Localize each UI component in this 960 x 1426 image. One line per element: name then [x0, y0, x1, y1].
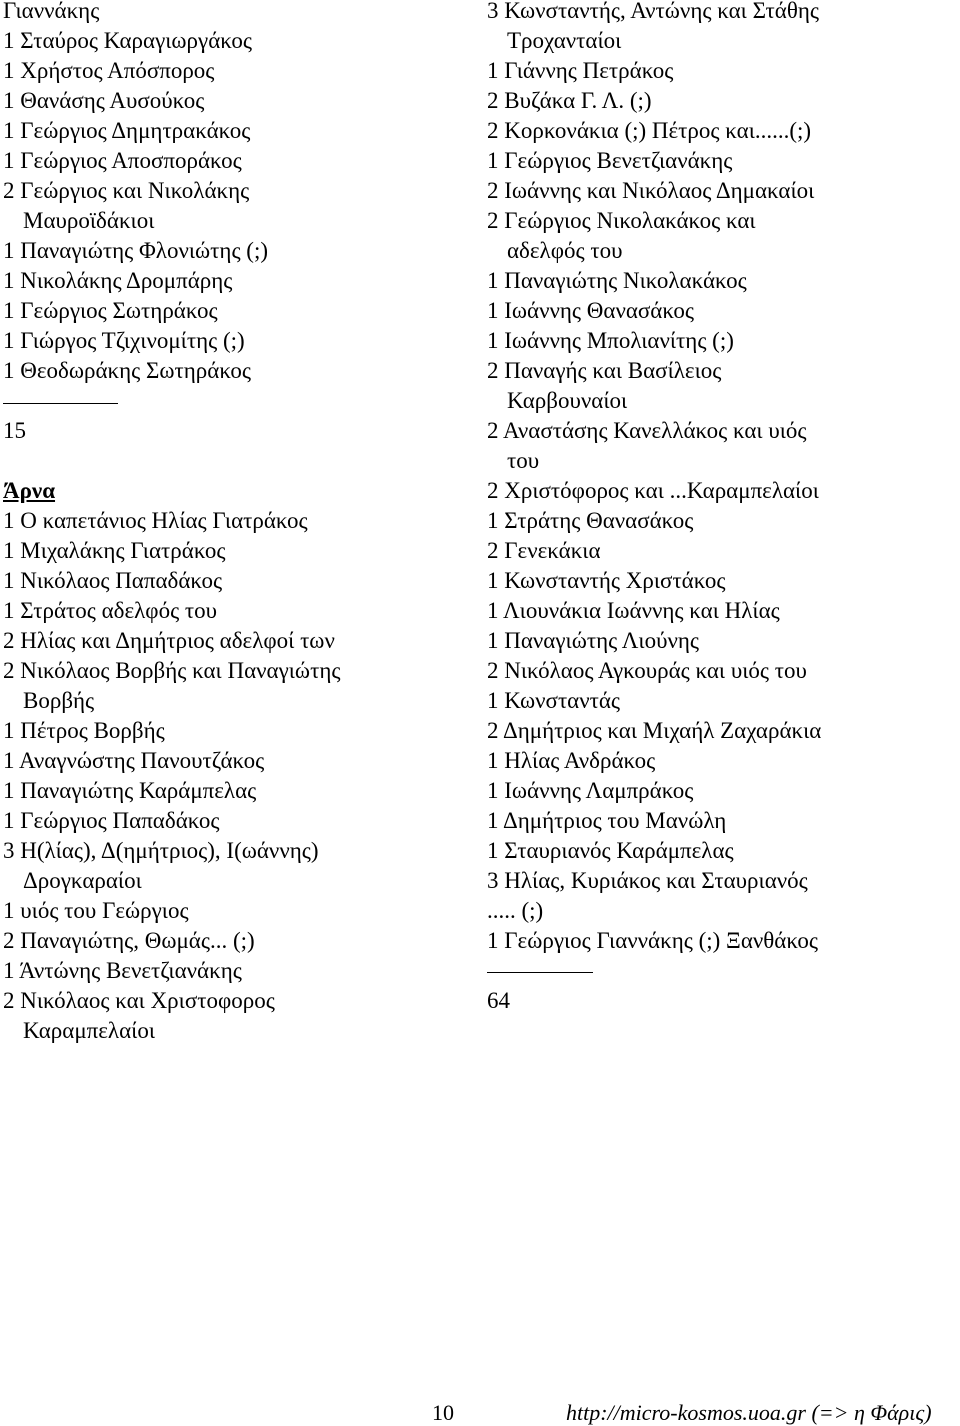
- list-item: 1 Γεώργιος Παπαδάκος: [3, 808, 220, 833]
- list-item: 1 Παναγιώτης Λιούνης: [487, 628, 699, 653]
- list-item: 1 Ιωάννης Λαμπράκος: [487, 778, 694, 803]
- list-item: 1 Θεοδωράκης Σωτηράκος: [3, 358, 252, 383]
- list-item: 2 Κορκονάκια (;) Πέτρος και......(;): [487, 118, 812, 143]
- list-item: 1 Αναγνώστης Πανουτζάκος: [3, 748, 265, 773]
- list-item: 1 Κωνσταντάς: [487, 688, 621, 713]
- list-item: 1 Γιάννης Πετράκος: [487, 58, 674, 83]
- list-item: 2 Νικόλαος Αγκουράς και υιός του: [487, 658, 807, 683]
- page-number: 10: [432, 1400, 454, 1425]
- list-item: 1 Χρήστος Απόσπορος: [3, 58, 215, 83]
- list-item: 2 Γεώργιος και Νικολάκης: [3, 178, 250, 203]
- list-item: 2 Παναγής και Βασίλειος: [487, 358, 722, 383]
- list-item: 1 Γεώργιος Αποσποράκος: [3, 148, 242, 173]
- list-item: 2 Παναγιώτης, Θωμάς... (;): [3, 928, 255, 953]
- list-item: 1 Γεώργιος Σωτηράκος: [3, 298, 218, 323]
- list-item: 1 Λιουνάκια Ιωάννης και Ηλίας: [487, 598, 780, 623]
- list-item-continuation: Μαυροϊδάκιοι: [23, 208, 155, 233]
- list-item: Γιαννάκης: [3, 0, 100, 23]
- list-item: 3 Η(λίας), Δ(ημήτριος), Ι(ωάννης): [3, 838, 319, 863]
- list-item-continuation: Βορβής: [23, 688, 95, 713]
- list-item: 2 Γεώργιος Νικολακάκος και: [487, 208, 756, 233]
- list-item: 1 Δημήτριος του Μανώλη: [487, 808, 727, 833]
- list-item: 1 Ο καπετάνιος Ηλίας Γιατράκος: [3, 508, 308, 533]
- left-entry-list-1: [3, 0, 473, 386]
- left-column: [3, 0, 473, 1046]
- list-item: 2 Χριστόφορος και ...Καραμπελαίοι: [487, 478, 819, 503]
- list-item-continuation: του: [507, 448, 540, 473]
- subtotal-value: 15: [3, 418, 26, 443]
- right-column: [487, 0, 957, 1016]
- list-item-continuation: Καρβουναίοι: [507, 388, 628, 413]
- list-item: 2 Αναστάσης Κανελλάκος και υιός: [487, 418, 807, 443]
- list-item: ..... (;): [487, 898, 544, 923]
- list-item: 1 Παναγιώτης Καράμπελας: [3, 778, 257, 803]
- list-item: 1 Άντώνης Βενετζιανάκης: [3, 958, 242, 983]
- list-item-continuation: Καραμπελαίοι: [23, 1018, 156, 1043]
- list-item: 1 Νικολάκης Δρομπάρης: [3, 268, 233, 293]
- list-item: 3 Ηλίας, Κυριάκος και Σταυριανός: [487, 868, 808, 893]
- list-item: 1 Σταυριανός Καράμπελας: [487, 838, 734, 863]
- list-item: 1 Μιχαλάκης Γιατράκος: [3, 538, 226, 563]
- total-value: 64: [487, 988, 510, 1013]
- list-item: 1 Σταύρος Καραγιωργάκος: [3, 28, 252, 53]
- list-item: 1 Παναγιώτης Φλονιώτης (;): [3, 238, 269, 263]
- list-item-continuation: Τροχανταίοι: [507, 28, 622, 53]
- list-item: 1 Παναγιώτης Νικολακάκος: [487, 268, 747, 293]
- subtotal-rule: [3, 386, 473, 416]
- list-item: 1 Γεώργιος Γιαννάκης (;) Ξανθάκος: [487, 928, 819, 953]
- list-item: 1 Ηλίας Ανδράκος: [487, 748, 656, 773]
- list-item: 1 υιός του Γεώργιος: [3, 898, 189, 923]
- list-item: 1 Ιωάννης Θανασάκος: [487, 298, 695, 323]
- list-item: 2 Βυζάκα Γ. Λ. (;): [487, 88, 652, 113]
- list-item: 3 Κωνσταντής, Αντώνης και Στάθης: [487, 0, 820, 23]
- total-rule: [487, 956, 957, 986]
- footer-url-link[interactable]: http://micro-kosmos.uoa.gr (=> η Φάρις): [566, 1400, 932, 1425]
- list-item: 2 Ηλίας και Δημήτριος αδελφοί των: [3, 628, 335, 653]
- list-item: 1 Κωνσταντής Χριστάκος: [487, 568, 726, 593]
- list-item: 2 Ιωάννης και Νικόλαος Δημακαίοι: [487, 178, 815, 203]
- list-item: 1 Γεώργιος Βενετζιανάκης: [487, 148, 733, 173]
- list-item: 1 Στράτος αδελφός του: [3, 598, 218, 623]
- list-item: 1 Ιωάννης Μπολιανίτης (;): [487, 328, 734, 353]
- list-item-continuation: Δρογκαραίοι: [23, 868, 142, 893]
- list-item: 1 Γιώργος Τζιχινομίτης (;): [3, 328, 245, 353]
- section-heading: Άρνα: [3, 478, 56, 503]
- list-item: 1 Γεώργιος Δημητρακάκος: [3, 118, 251, 143]
- right-entry-list: [487, 0, 957, 956]
- list-item-continuation: αδελφός του: [507, 238, 623, 263]
- list-item: 2 Νικόλαος και Χριστοφορος: [3, 988, 275, 1013]
- list-item: 2 Δημήτριος και Μιχαήλ Ζαχαράκια: [487, 718, 822, 743]
- list-item: 2 Νικόλαος Βορβής και Παναγιώτης: [3, 658, 341, 683]
- list-item: 1 Πέτρος Βορβής: [3, 718, 165, 743]
- list-item: 1 Νικόλαος Παπαδάκος: [3, 568, 223, 593]
- list-item: 1 Θανάσης Αυσούκος: [3, 88, 205, 113]
- list-item: 1 Στράτης Θανασάκος: [487, 508, 694, 533]
- list-item: 2 Γενεκάκια: [487, 538, 601, 563]
- left-entry-list-2: [3, 506, 473, 1046]
